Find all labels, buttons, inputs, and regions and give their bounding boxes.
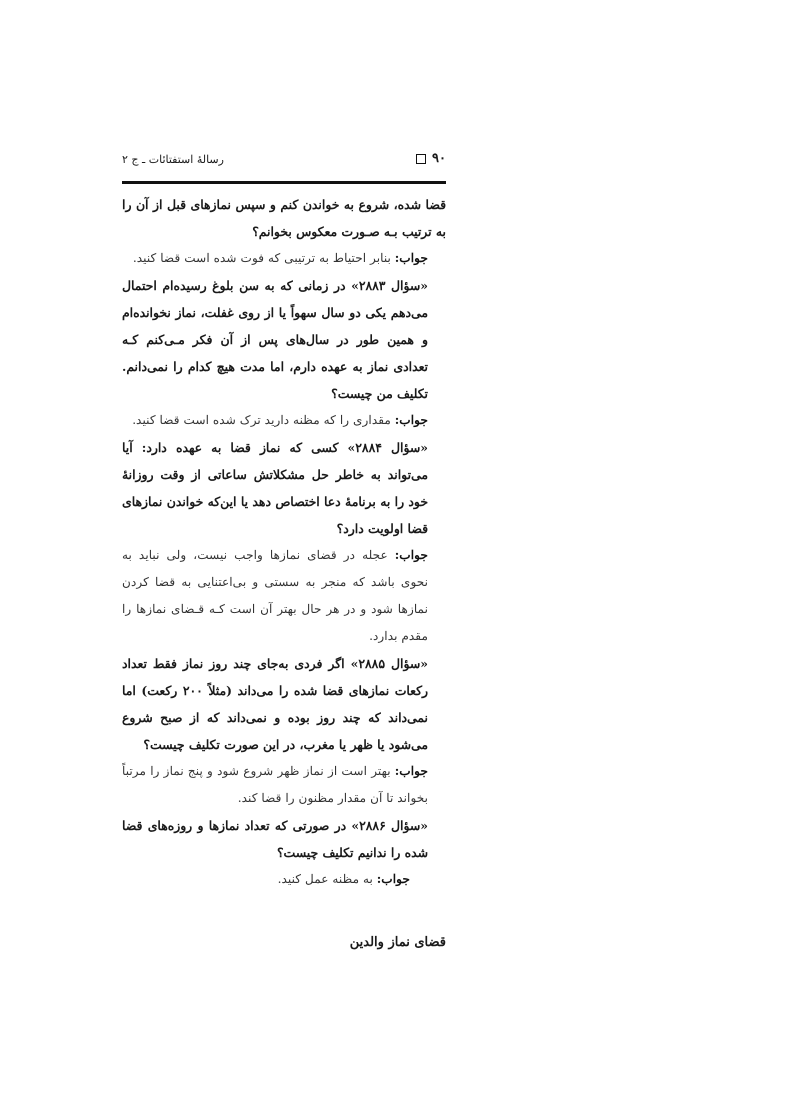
question-text: قضا شده، شروع به خواندن کنم و سپس نمازهای قبل از آن را به ترتیب بـه صـورت معکوس بخوانم؟	[122, 197, 446, 239]
answer-text: بنابر احتیاط به ترتیبی که فوت شده است قضا کنید.	[132, 251, 395, 265]
answer-text: به مظنه عمل کنید.	[277, 872, 377, 886]
question-text: «سؤال ۲۸۸۶» در صورتی که تعداد نمازها و روزه‌های قضا شده را ندانیم تکلیف چیست؟	[122, 818, 428, 860]
answer-label: جواب:	[394, 251, 428, 265]
answer-text: عجله در قضای نمازها واجب نیست، ولی نباید به نحوی باشد که منجر به سستی و بی‌اعتنایی به قضا کردن نمازها شود و در هر حال بهتر آن است کـه قـضای نمازها را مقدم بدارد.	[122, 548, 428, 643]
answer	[122, 407, 446, 434]
page-header	[122, 145, 446, 179]
answer	[122, 866, 446, 893]
question-text: «سؤال ۲۸۸۵» اگر فردی به‌جای چند روز نماز فقط تعداد رکعات نمازهای قضا شده را می‌داند (مثلاً ۲۰۰ رکعت) اما نمی‌داند که چند روز بوده و نمی‌داند که از صبح شروع می‌شود یا ظهر یا مغرب، در این صورت تکلیف چیست؟	[122, 656, 428, 752]
square-icon	[416, 154, 426, 164]
answer-text: مقداری را که مظنه دارید ترک شده است قضا کنید.	[132, 413, 395, 427]
page-number-text: ۹۰	[432, 151, 446, 166]
question-text: «سؤال ۲۸۸۴» کسی که نماز قضا به عهده دارد: آیا می‌تواند به خاطر حل مشکلاتش ساعاتی از وقت روزانهٔ خود را به برنامهٔ دعا اختصاص دهد یا این‌که خواندن نمازهای قضا اولویت دارد؟	[122, 440, 428, 536]
answer	[122, 245, 446, 272]
answer-text: بهتر است از نماز ظهر شروع شود و پنج نماز را مرتباً بخواند تا آن مقدار مظنون را قضا کند.	[122, 764, 428, 805]
question-2886	[122, 812, 446, 866]
answer-label: جواب:	[394, 413, 428, 427]
question-2885	[122, 650, 446, 758]
question-2884	[122, 434, 446, 542]
answer	[122, 542, 446, 650]
running-title: رسالهٔ استفتائات ـ ج ۲	[122, 153, 224, 166]
answer-label: جواب:	[394, 764, 428, 778]
question-continuation	[122, 191, 446, 245]
section-heading: قضای نماز والدین	[349, 935, 446, 950]
header-rule	[122, 181, 446, 184]
question-2883	[122, 272, 446, 407]
book-page	[122, 145, 446, 1100]
page-number	[416, 151, 446, 166]
answer-label: جواب:	[394, 548, 428, 562]
answer-label: جواب:	[376, 872, 410, 886]
question-text: «سؤال ۲۸۸۳» در زمانی که به سن بلوغ رسیده‌ام احتمال می‌دهم یکی دو سال سهواً یا از روی غفلت، نماز نخوانده‌ام و همین طور در سال‌های پس از آن فکر مـی‌کنم کـه تعدادی نماز به عهده دارم، اما مدت هیچ کدام را نمی‌دانم. تکلیف من چیست؟	[122, 278, 429, 401]
answer	[122, 758, 446, 812]
page-body	[122, 191, 446, 953]
